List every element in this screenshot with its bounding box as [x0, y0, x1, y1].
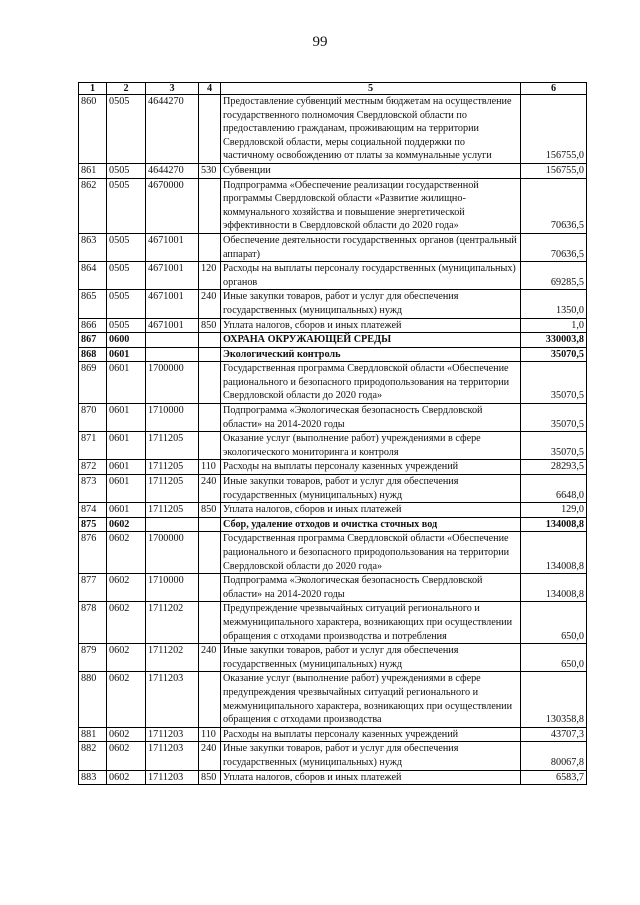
- name-cell: Уплата налогов, сборов и иных платежей: [221, 503, 521, 518]
- target-article-cell: 1711205: [146, 460, 199, 475]
- target-article-cell: 4644270: [146, 95, 199, 164]
- table-row: [79, 574, 587, 602]
- row-number-cell: 882: [79, 742, 107, 770]
- table-body: [79, 95, 587, 785]
- name-cell: Обеспечение деятельности государственных органов (центральный аппарат): [221, 233, 521, 261]
- expense-type-cell: 240: [199, 475, 221, 503]
- section-code-cell: 0602: [107, 517, 146, 532]
- row-number-cell: 870: [79, 404, 107, 432]
- column-header: 3: [146, 83, 199, 95]
- name-cell: Расходы на выплаты персоналу государственных (муниципальных) органов: [221, 262, 521, 290]
- amount-cell: 28293,5: [521, 460, 587, 475]
- section-code-cell: 0602: [107, 602, 146, 644]
- expense-type-cell: 850: [199, 318, 221, 333]
- target-article-cell: 1710000: [146, 404, 199, 432]
- row-number-cell: 871: [79, 432, 107, 460]
- target-article-cell: 1711203: [146, 742, 199, 770]
- name-cell: Предоставление субвенций местным бюджетам на осуществление государственного полномочия Свердловской области по предоставлению гражданам, проживающим на территории Свердловской области, меры социальной поддержки по частичному освобождению от платы за коммунальные услуги: [221, 95, 521, 164]
- table-row: [79, 404, 587, 432]
- table-row: [79, 333, 587, 348]
- section-code-cell: 0601: [107, 347, 146, 362]
- row-number-cell: 881: [79, 727, 107, 742]
- row-number-cell: 878: [79, 602, 107, 644]
- table-row: [79, 233, 587, 261]
- section-code-cell: 0505: [107, 163, 146, 178]
- section-code-cell: 0600: [107, 333, 146, 348]
- target-article-cell: 1711203: [146, 770, 199, 785]
- expense-type-cell: [199, 517, 221, 532]
- section-code-cell: 0602: [107, 672, 146, 727]
- section-code-cell: 0601: [107, 475, 146, 503]
- row-number-cell: 873: [79, 475, 107, 503]
- name-cell: Уплата налогов, сборов и иных платежей: [221, 318, 521, 333]
- amount-cell: 330003,8: [521, 333, 587, 348]
- table-row: [79, 742, 587, 770]
- row-number-cell: 875: [79, 517, 107, 532]
- table-row: [79, 517, 587, 532]
- target-article-cell: 1711205: [146, 475, 199, 503]
- target-article-cell: 1700000: [146, 362, 199, 404]
- amount-cell: 130358,8: [521, 672, 587, 727]
- name-cell: Предупреждение чрезвычайных ситуаций регионального и межмуниципального характера, возникающих при осуществлении обращения с отходами производства и потребления: [221, 602, 521, 644]
- target-article-cell: [146, 333, 199, 348]
- section-code-cell: 0601: [107, 503, 146, 518]
- section-code-cell: 0505: [107, 290, 146, 318]
- target-article-cell: 4671001: [146, 233, 199, 261]
- section-code-cell: 0505: [107, 318, 146, 333]
- row-number-cell: 865: [79, 290, 107, 318]
- amount-cell: 35070,5: [521, 404, 587, 432]
- section-code-cell: 0602: [107, 644, 146, 672]
- table-row: [79, 95, 587, 164]
- expense-type-cell: [199, 532, 221, 574]
- amount-cell: 134008,8: [521, 574, 587, 602]
- table-row: [79, 602, 587, 644]
- table-row: [79, 672, 587, 727]
- table-row: [79, 727, 587, 742]
- expense-type-cell: 110: [199, 460, 221, 475]
- target-article-cell: [146, 517, 199, 532]
- section-code-cell: 0602: [107, 742, 146, 770]
- target-article-cell: [146, 347, 199, 362]
- expense-type-cell: 120: [199, 262, 221, 290]
- amount-cell: 650,0: [521, 602, 587, 644]
- column-header: 5: [221, 83, 521, 95]
- amount-cell: 6648,0: [521, 475, 587, 503]
- table-row: [79, 432, 587, 460]
- amount-cell: 70636,5: [521, 233, 587, 261]
- table-row: [79, 362, 587, 404]
- target-article-cell: 1710000: [146, 574, 199, 602]
- name-cell: Оказание услуг (выполнение работ) учреждениями в сфере предупреждения чрезвычайных ситуаций регионального и межмуниципального характера, возникающих при осуществлении обращения с отходами производства: [221, 672, 521, 727]
- expense-type-cell: [199, 672, 221, 727]
- expense-type-cell: 240: [199, 290, 221, 318]
- target-article-cell: 1711205: [146, 503, 199, 518]
- section-code-cell: 0505: [107, 233, 146, 261]
- expense-type-cell: [199, 347, 221, 362]
- section-code-cell: 0505: [107, 262, 146, 290]
- column-header: 6: [521, 83, 587, 95]
- target-article-cell: 4670000: [146, 178, 199, 233]
- row-number-cell: 883: [79, 770, 107, 785]
- column-header: 2: [107, 83, 146, 95]
- row-number-cell: 874: [79, 503, 107, 518]
- table-row: [79, 644, 587, 672]
- column-header: 1: [79, 83, 107, 95]
- amount-cell: 156755,0: [521, 163, 587, 178]
- amount-cell: 35070,5: [521, 362, 587, 404]
- row-number-cell: 866: [79, 318, 107, 333]
- section-code-cell: 0505: [107, 178, 146, 233]
- section-code-cell: 0602: [107, 727, 146, 742]
- name-cell: Субвенции: [221, 163, 521, 178]
- table-row: [79, 262, 587, 290]
- amount-cell: 156755,0: [521, 95, 587, 164]
- row-number-cell: 877: [79, 574, 107, 602]
- target-article-cell: 1711202: [146, 644, 199, 672]
- expense-type-cell: [199, 362, 221, 404]
- amount-cell: 6583,7: [521, 770, 587, 785]
- name-cell: Подпрограмма «Экологическая безопасность Свердловской области» на 2014-2020 годы: [221, 574, 521, 602]
- table-row: [79, 770, 587, 785]
- expense-type-cell: [199, 404, 221, 432]
- name-cell: Уплата налогов, сборов и иных платежей: [221, 770, 521, 785]
- section-code-cell: 0601: [107, 432, 146, 460]
- row-number-cell: 876: [79, 532, 107, 574]
- name-cell: Государственная программа Свердловской области «Обеспечение рационального и безопасного природопользования на территории Свердловской области до 2020 года»: [221, 362, 521, 404]
- row-number-cell: 879: [79, 644, 107, 672]
- expense-type-cell: 850: [199, 503, 221, 518]
- expense-type-cell: 530: [199, 163, 221, 178]
- expense-type-cell: [199, 333, 221, 348]
- name-cell: Иные закупки товаров, работ и услуг для обеспечения государственных (муниципальных) нужд: [221, 290, 521, 318]
- amount-cell: 134008,8: [521, 532, 587, 574]
- page-number: 99: [312, 34, 328, 50]
- row-number-cell: 880: [79, 672, 107, 727]
- name-cell: Сбор, удаление отходов и очистка сточных вод: [221, 517, 521, 532]
- table-row: [79, 290, 587, 318]
- expense-type-cell: 110: [199, 727, 221, 742]
- amount-cell: 69285,5: [521, 262, 587, 290]
- target-article-cell: 4671001: [146, 318, 199, 333]
- amount-cell: 134008,8: [521, 517, 587, 532]
- row-number-cell: 864: [79, 262, 107, 290]
- name-cell: Иные закупки товаров, работ и услуг для обеспечения государственных (муниципальных) нужд: [221, 475, 521, 503]
- target-article-cell: 4671001: [146, 290, 199, 318]
- name-cell: Подпрограмма «Обеспечение реализации государственной программы Свердловской области «Развитие жилищно-коммунального хозяйства и повышение энергетической эффективности в Свердловской области до 2020 года»: [221, 178, 521, 233]
- section-code-cell: 0505: [107, 95, 146, 164]
- name-cell: Расходы на выплаты персоналу казенных учреждений: [221, 727, 521, 742]
- amount-cell: 1,0: [521, 318, 587, 333]
- amount-cell: 129,0: [521, 503, 587, 518]
- table-row: [79, 163, 587, 178]
- row-number-cell: 867: [79, 333, 107, 348]
- name-cell: Подпрограмма «Экологическая безопасность Свердловской области» на 2014-2020 годы: [221, 404, 521, 432]
- target-article-cell: 1711205: [146, 432, 199, 460]
- target-article-cell: 1711202: [146, 602, 199, 644]
- name-cell: Иные закупки товаров, работ и услуг для обеспечения государственных (муниципальных) нужд: [221, 742, 521, 770]
- name-cell: Расходы на выплаты персоналу казенных учреждений: [221, 460, 521, 475]
- table-row: [79, 503, 587, 518]
- name-cell: Экологический контроль: [221, 347, 521, 362]
- amount-cell: 80067,8: [521, 742, 587, 770]
- row-number-cell: 861: [79, 163, 107, 178]
- amount-cell: 70636,5: [521, 178, 587, 233]
- row-number-cell: 860: [79, 95, 107, 164]
- target-article-cell: 1711203: [146, 672, 199, 727]
- row-number-cell: 862: [79, 178, 107, 233]
- target-article-cell: 4671001: [146, 262, 199, 290]
- expense-type-cell: 240: [199, 644, 221, 672]
- header-row: [79, 83, 587, 95]
- table-row: [79, 318, 587, 333]
- name-cell: Оказание услуг (выполнение работ) учреждениями в сфере экологического мониторинга и контроля: [221, 432, 521, 460]
- table-row: [79, 347, 587, 362]
- name-cell: Иные закупки товаров, работ и услуг для обеспечения государственных (муниципальных) нужд: [221, 644, 521, 672]
- name-cell: Государственная программа Свердловской области «Обеспечение рационального и безопасного природопользования на территории Свердловской области до 2020 года»: [221, 532, 521, 574]
- amount-cell: 1350,0: [521, 290, 587, 318]
- section-code-cell: 0602: [107, 574, 146, 602]
- section-code-cell: 0602: [107, 770, 146, 785]
- expense-type-cell: [199, 432, 221, 460]
- section-code-cell: 0602: [107, 532, 146, 574]
- column-header: 4: [199, 83, 221, 95]
- name-cell: ОХРАНА ОКРУЖАЮЩЕЙ СРЕДЫ: [221, 333, 521, 348]
- row-number-cell: 863: [79, 233, 107, 261]
- target-article-cell: 1711203: [146, 727, 199, 742]
- target-article-cell: 4644270: [146, 163, 199, 178]
- expense-type-cell: [199, 178, 221, 233]
- section-code-cell: 0601: [107, 404, 146, 432]
- table-row: [79, 460, 587, 475]
- expense-type-cell: [199, 233, 221, 261]
- expense-type-cell: 850: [199, 770, 221, 785]
- row-number-cell: 868: [79, 347, 107, 362]
- amount-cell: 650,0: [521, 644, 587, 672]
- expense-type-cell: 240: [199, 742, 221, 770]
- amount-cell: 35070,5: [521, 347, 587, 362]
- table-row: [79, 178, 587, 233]
- budget-table: [78, 82, 587, 785]
- amount-cell: 35070,5: [521, 432, 587, 460]
- target-article-cell: 1700000: [146, 532, 199, 574]
- expense-type-cell: [199, 602, 221, 644]
- expense-type-cell: [199, 95, 221, 164]
- table-row: [79, 532, 587, 574]
- expense-type-cell: [199, 574, 221, 602]
- section-code-cell: 0601: [107, 362, 146, 404]
- amount-cell: 43707,3: [521, 727, 587, 742]
- section-code-cell: 0601: [107, 460, 146, 475]
- table-row: [79, 475, 587, 503]
- row-number-cell: 869: [79, 362, 107, 404]
- row-number-cell: 872: [79, 460, 107, 475]
